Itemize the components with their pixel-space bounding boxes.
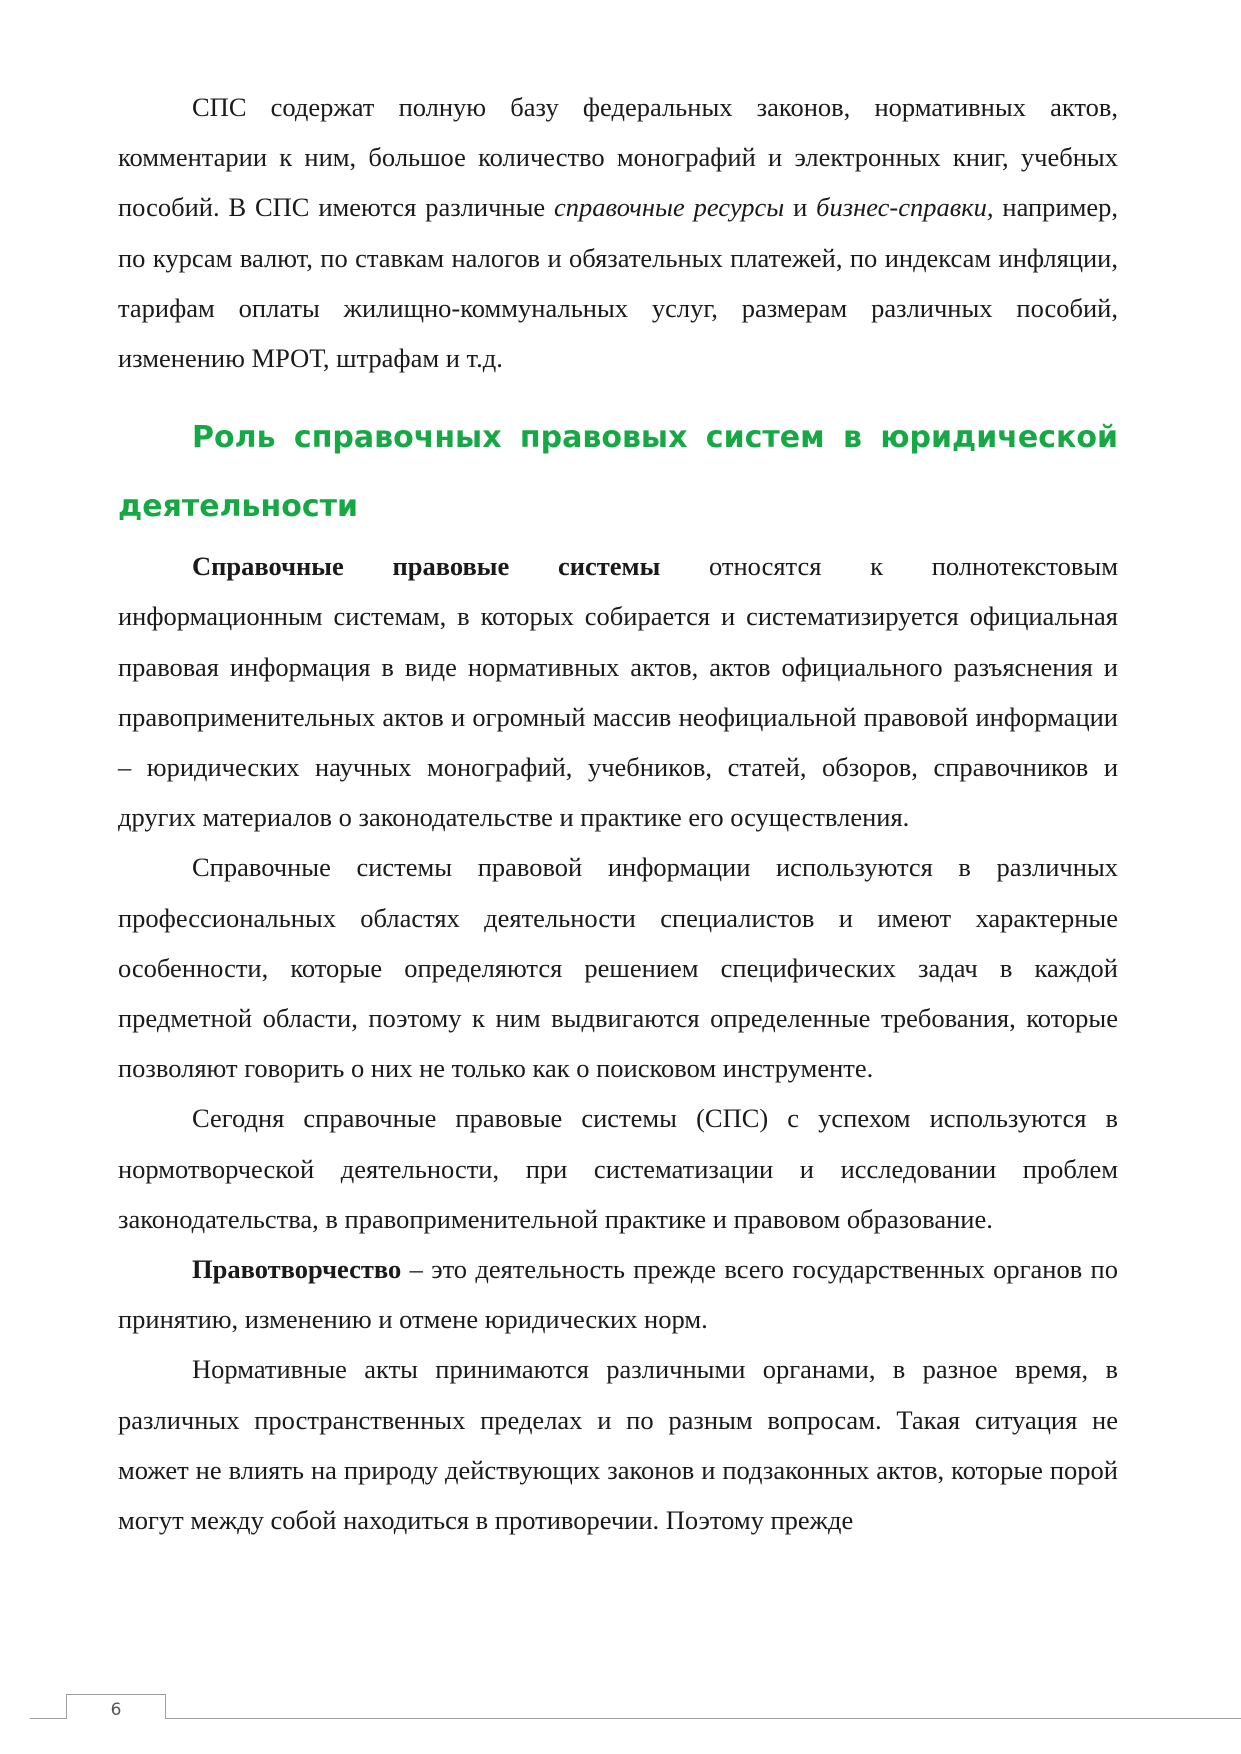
- paragraph-text: СПС содержат полную базу федеральных законов, нормативных актов, комментарии к ним, большое количество монографий и электронных книг, учебных пособий. В СПС имеются различные: [118, 92, 1118, 223]
- paragraph-text: и: [784, 192, 817, 223]
- paragraph-text: например, по курсам валют, по ставкам налогов и обязательных платежей, по индексам инфляции, тарифам оплаты жилищно-коммунальных услуг, размерам различных пособий, изменению МРОТ, штрафам и т.д.: [118, 192, 1119, 374]
- paragraph-text: относятся к полнотекстовым информационным системам, в которых собирается и систематизируется официальная правовая информация в виде нормативных актов, актов официального разъяснения и правоприменительных актов и огромный массив неофициальной правовой информации – юридических научных монографий, учебников, статей, обзоров, справочников и других материалов о законодательстве и практике его осуществления.: [118, 551, 1119, 833]
- bold-term-lawmaking: Правотворчество: [192, 1254, 402, 1285]
- italic-term-business-references: бизнес-справки,: [816, 192, 994, 223]
- paragraph-normative-acts: Нормативные акты принимаются различными органами, в разное время, в различных пространственных пределах и по разным вопросам. Такая ситуация не может не влиять на природу действующих законов и подзаконных актов, которые порой могут между собой находиться в противоречии. Поэтому прежде: [118, 1354, 1118, 1536]
- paragraph-sps-contents: [118, 82, 1118, 383]
- paragraph-lawmaking: [118, 1244, 1118, 1344]
- paragraph-definition: [118, 541, 1118, 842]
- paragraph-usage: Справочные системы правовой информации используются в различных профессиональных областях деятельности специалистов и имеют характерные особенности, которые определяются решением специфических задач в каждой предметной области, поэтому к ним выдвигаются определенные требования, которые позволяют говорить о них не только как о поисковом инструменте.: [118, 852, 1118, 1084]
- paragraph-text: – это деятельность прежде всего государственных органов по принятию, изменению и отмене юридических норм.: [118, 1254, 1118, 1335]
- section-heading: Роль справочных правовых систем в юридической деятельности: [118, 420, 1118, 525]
- page-number: 6: [66, 1694, 166, 1719]
- document-page: [118, 82, 1118, 1545]
- italic-term-reference-resources: справочные ресурсы: [554, 192, 785, 223]
- page-footer: [0, 1690, 1241, 1730]
- footer-rule: [30, 1718, 1241, 1719]
- paragraph-today: Сегодня справочные правовые системы (СПС) с успехом используются в нормотворческой деятельности, при систематизации и исследовании проблем законодательства, в правоприменительной практике и правовом образование.: [118, 1103, 1118, 1234]
- bold-term-legal-systems: Справочные правовые системы: [192, 551, 661, 582]
